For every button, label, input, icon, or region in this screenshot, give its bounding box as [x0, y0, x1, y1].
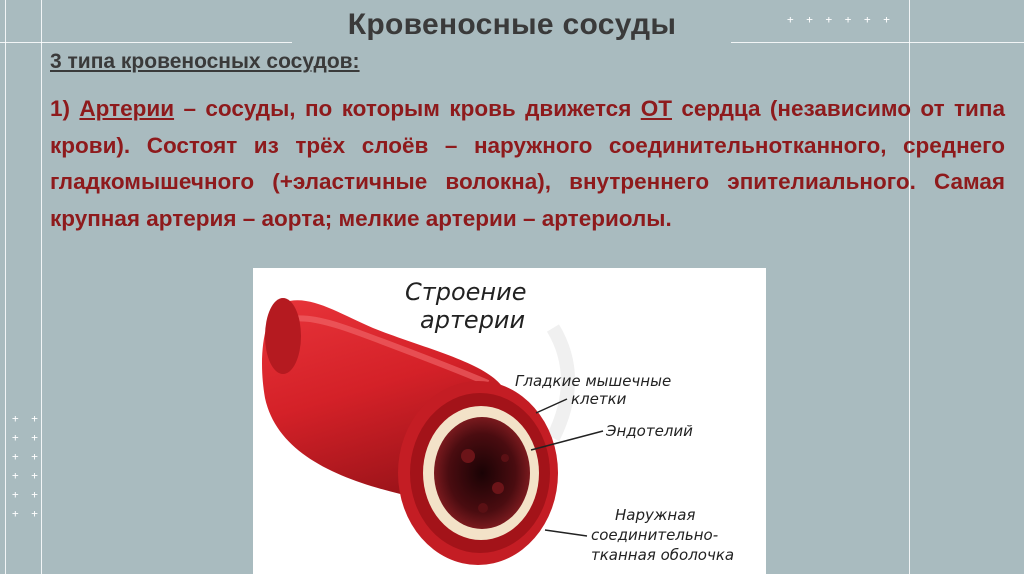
- blood-cell: [501, 454, 509, 462]
- blood-cell: [461, 449, 475, 463]
- label-endothelium: Эндотелий: [606, 422, 693, 440]
- slide-subtitle: 3 типа кровеносных сосудов:: [50, 50, 360, 73]
- pointer-outer-layer: [545, 530, 587, 536]
- label-smooth-muscle-line2: клетки: [571, 390, 627, 408]
- figure-title-line1: Строение: [405, 278, 527, 306]
- item-number: 1): [50, 96, 71, 121]
- decoration-plus-top: + + + + + +: [787, 13, 893, 26]
- frame-line-top-right: [731, 42, 1024, 43]
- arteries-paragraph: [50, 91, 1005, 237]
- frame-line-top-left: [0, 42, 292, 43]
- frame-line-right: [909, 0, 910, 574]
- frame-line-left-outer: [5, 0, 6, 574]
- figure-title-line2: артерии: [420, 306, 526, 334]
- definition-start: – сосуды, по которым кровь движется: [183, 96, 632, 121]
- decoration-plus-left: + + + + + + + + + + + +: [12, 412, 41, 520]
- blood-cell: [492, 482, 504, 494]
- slide-title: Кровеносные сосуды: [347, 8, 677, 41]
- label-outer-line1: Наружная: [615, 506, 696, 524]
- vessel-far-end: [265, 298, 301, 374]
- label-outer-line2: соединительно-: [591, 526, 719, 544]
- label-outer-line3: тканная оболочка: [591, 546, 735, 564]
- term-arteries: Артерии: [79, 96, 175, 121]
- frame-line-left-inner: [41, 0, 42, 574]
- blood-cell: [478, 503, 488, 513]
- definition-rest: сердца (независимо от типа крови). Состоят из трёх слоёв – наружного соединительнотканного, среднего гладкомышечного (+эластичные волокна), внутреннего эпителиального. Самая крупная артерия – аорта; мелкие артерии – артериолы.: [50, 96, 1005, 231]
- artery-structure-figure: [253, 268, 766, 574]
- artery-illustration: [253, 268, 766, 574]
- direction-word: ОТ: [640, 96, 672, 121]
- label-smooth-muscle-line1: Гладкие мышечные: [515, 372, 672, 390]
